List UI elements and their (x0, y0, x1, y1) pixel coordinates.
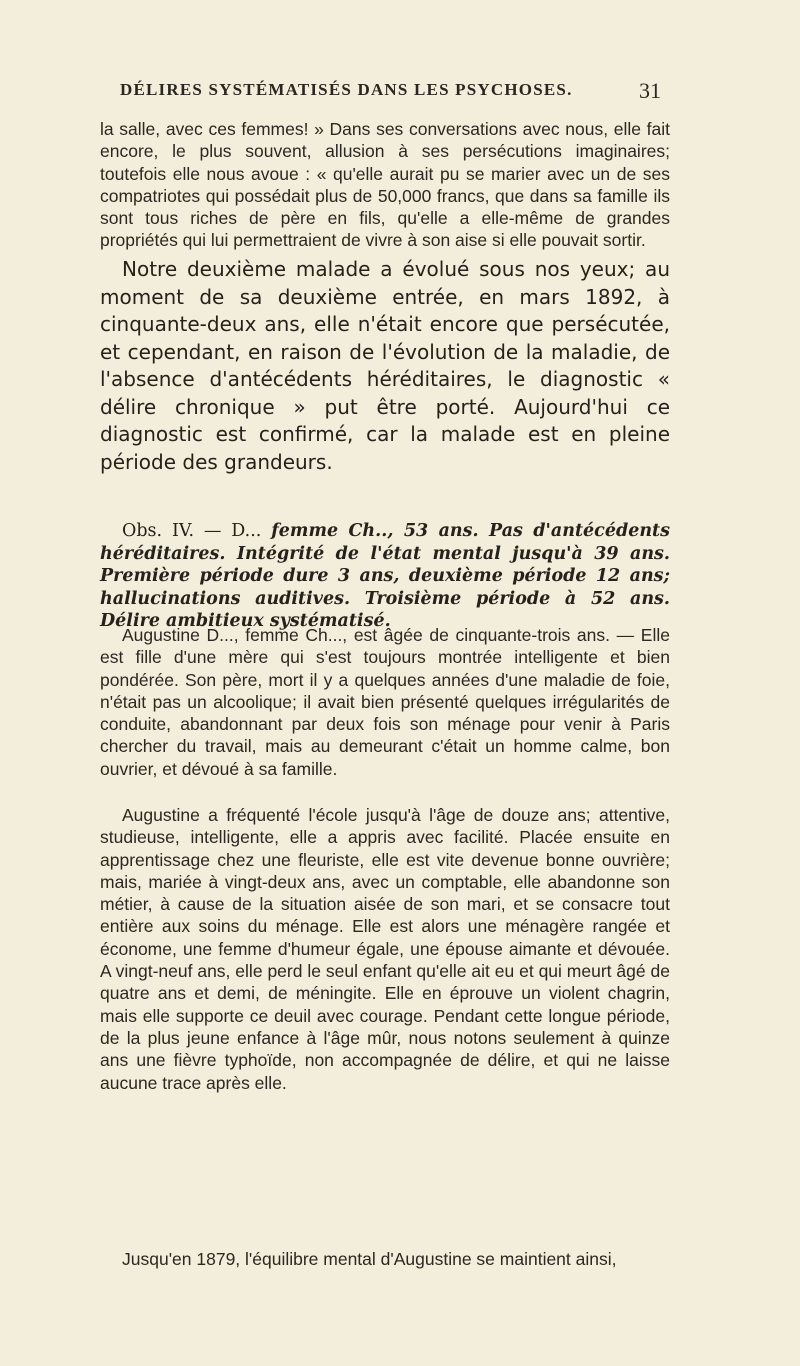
paragraph-block-large (100, 256, 670, 476)
paragraph-2: Notre deuxième malade a évolué sous nos yeux; au moment de sa deuxième entrée, en mars 1892, à cinquante-deux ans, elle n'était encore que persécutée, et cependant, en raison de l'évolution de la maladie, de l'absence d'antécédents héréditaires, le diagnostic « délire chronique » put être porté. Aujourd'hui ce diagnostic est confirmé, car la malade est en pleine période des grandeurs. (100, 257, 670, 474)
observation-label: Obs. IV. — D... (122, 521, 262, 541)
running-title: DÉLIRES SYSTÉMATISÉS DANS LES PSYCHOSES. (120, 80, 573, 99)
paragraph-4: Augustine a fréquenté l'école jusqu'à l'âge de douze ans; attentive, studieuse, intelligente, elle a appris avec facilité. Placée ensuite en apprentissage chez une fleuriste, elle est vite devenue bonne ouvrière; mais, mariée à vingt-deux ans, avec un comptable, elle abandonne son métier, à cause de la situation aisée de son mari, et se consacre tout entière aux soins du ménage. Elle est alors une ménagère rangée et économe, une femme d'humeur égale, une épouse aimante et dévouée. A vingt-neuf ans, elle perd le seul enfant qu'elle ait eu et qui meurt âgé de quatre ans et demi, de méningite. Elle en éprouve un violent chagrin, mais elle supporte ce deuil avec courage. Pendant cette longue période, de la plus jeune enfance à l'âge mûr, nous notons seulement à quinze ans une fièvre typhoïde, non accompagnée de délire, et qui ne laisse aucune trace après elle. (100, 805, 670, 1093)
paragraph-5: Jusqu'en 1879, l'équilibre mental d'Augustine se maintient ainsi, (122, 1249, 617, 1269)
paragraph-block-4 (100, 804, 670, 1094)
paragraph-block-5 (100, 1248, 670, 1270)
observation-summary (100, 520, 670, 633)
paragraph-3: Augustine D..., femme Ch..., est âgée de cinquante-trois ans. — Elle est fille d'une mère qui s'est toujours montrée intelligente et bien pondérée. Son père, mort il y a quelques années d'une maladie de foie, n'était pas un alcoolique; il avait bien présenté quelques irrégularités de conduite, abandonnant par deux fois son ménage pour venir à Paris chercher du travail, mais au demeurant c'était un homme calme, bon ouvrier, et dévoué à sa famille. (100, 625, 670, 779)
paragraph-continuation (100, 118, 670, 252)
running-head (0, 80, 800, 110)
paragraph-1: la salle, avec ces femmes! » Dans ses conversations avec nous, elle fait encore, le plus souvent, allusion à ses persécutions imaginaires; toutefois elle nous avoue : « qu'elle aurait pu se marier avec un de ses compatriotes qui possédait plus de 50,000 francs, que dans sa famille ils sont tous riches de père en fils, qu'elle a elle-même de grandes propriétés qui lui permettraient de vivre à son aise si elle pouvait sortir. (100, 119, 670, 251)
paragraph-block-3 (100, 624, 670, 780)
observation-heading (100, 520, 670, 633)
page-number: 31 (639, 78, 661, 103)
observation-text: femme Ch.., 53 ans. Pas d'antécédents héréditaires. Intégrité de l'état mental jusqu'à 39 ans. Première période dure 3 ans, deuxième période 12 ans; hallucinations auditives. Troisième période à 52 ans. Délire ambitieux systématisé. (100, 521, 670, 631)
